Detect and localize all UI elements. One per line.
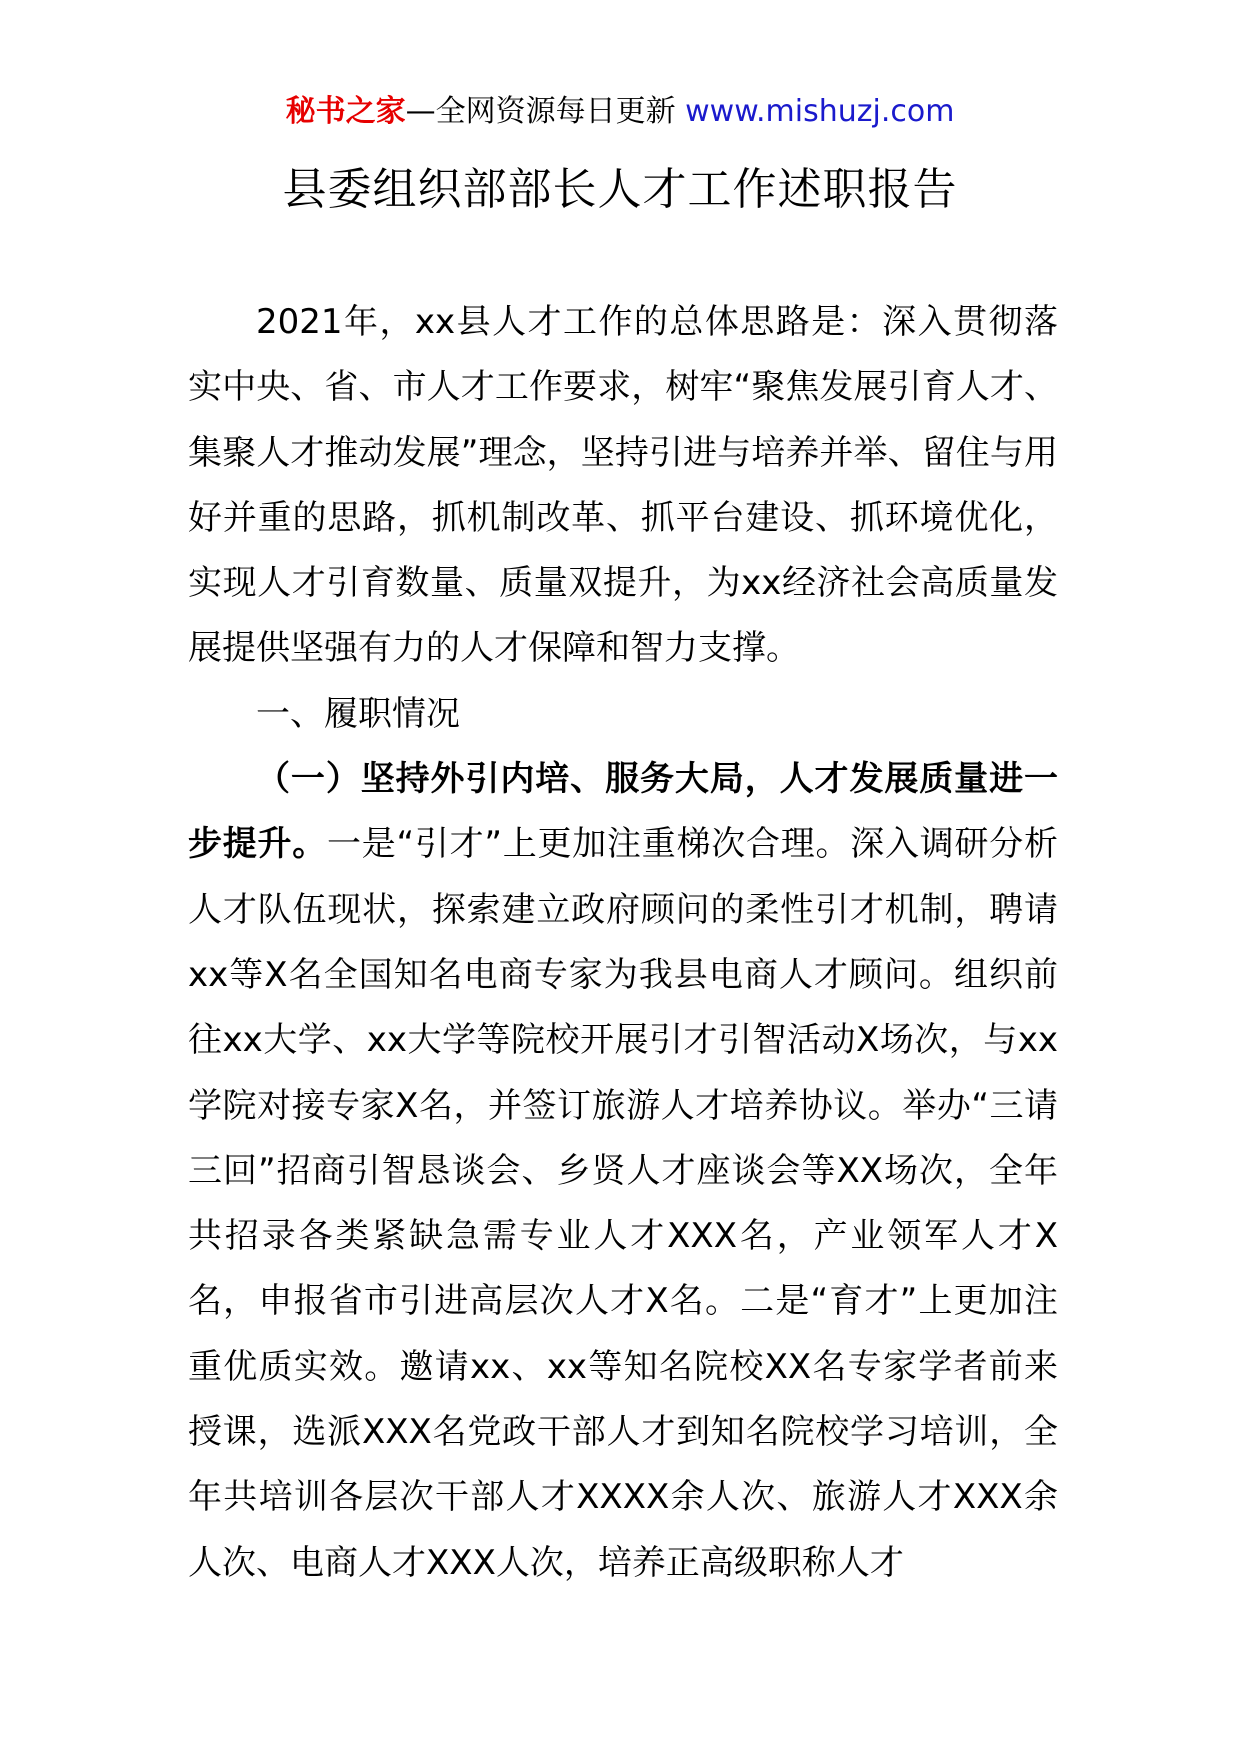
subsection-body: 一是“引才”上更加注重梯次合理。深入调研分析人才队伍现状，探索建立政府顾问的柔性引才机制，聘请xx等X名全国知名电商专家为我县电商人才顾问。组织前往xx大学、xx大学等院校开展引才引智活动X场次，与xx学院对接专家X名，并签订旅游人才培养协议。举办“三请三回”招商引智恳谈会、乡贤人才座谈会等XX场次，全年共招录各类紧缺急需专业人才XXX名，产业领军人才X名，申报省市引进高层次人才X名。二是“育才”上更加注重优质实效。邀请xx、xx等知名院校XX名专家学者前来授课，选派XXX名党政干部人才到知名院校学习培训，全年共培训各层次干部人才XXXX余人次、旅游人才XXX余人次、电商人才XXX人次，培养正高级职称人才 [188, 824, 1059, 1583]
section-heading-performance: 一、履职情况 [256, 693, 460, 734]
document-title: 县委组织部部长人才工作述职报告 [282, 164, 958, 215]
site-tagline: —全网资源每日更新 [405, 94, 676, 129]
site-header [0, 92, 1240, 132]
subsection-paragraph [188, 747, 1058, 1596]
brand-name: 秘书之家 [285, 94, 406, 129]
intro-paragraph: 2021年，xx县人才工作的总体思路是：深入贯彻落实中央、省、市人才工作要求，树牢“聚焦发展引育人才、集聚人才推动发展”理念，坚持引进与培养并举、留住与用好并重的思路，抓机制改革、抓平台建设、抓环境优化，实现人才引育数量、质量双提升，为xx经济社会高质量发展提供坚强有力的人才保障和智力支撑。 [188, 302, 1058, 669]
document-body [188, 290, 1058, 1596]
site-url-link[interactable]: www.mishuzj.com [685, 94, 955, 129]
subsection-heading: （一）坚持外引内培、服务大局，人才发展质量进一步提升。 [188, 759, 1058, 865]
